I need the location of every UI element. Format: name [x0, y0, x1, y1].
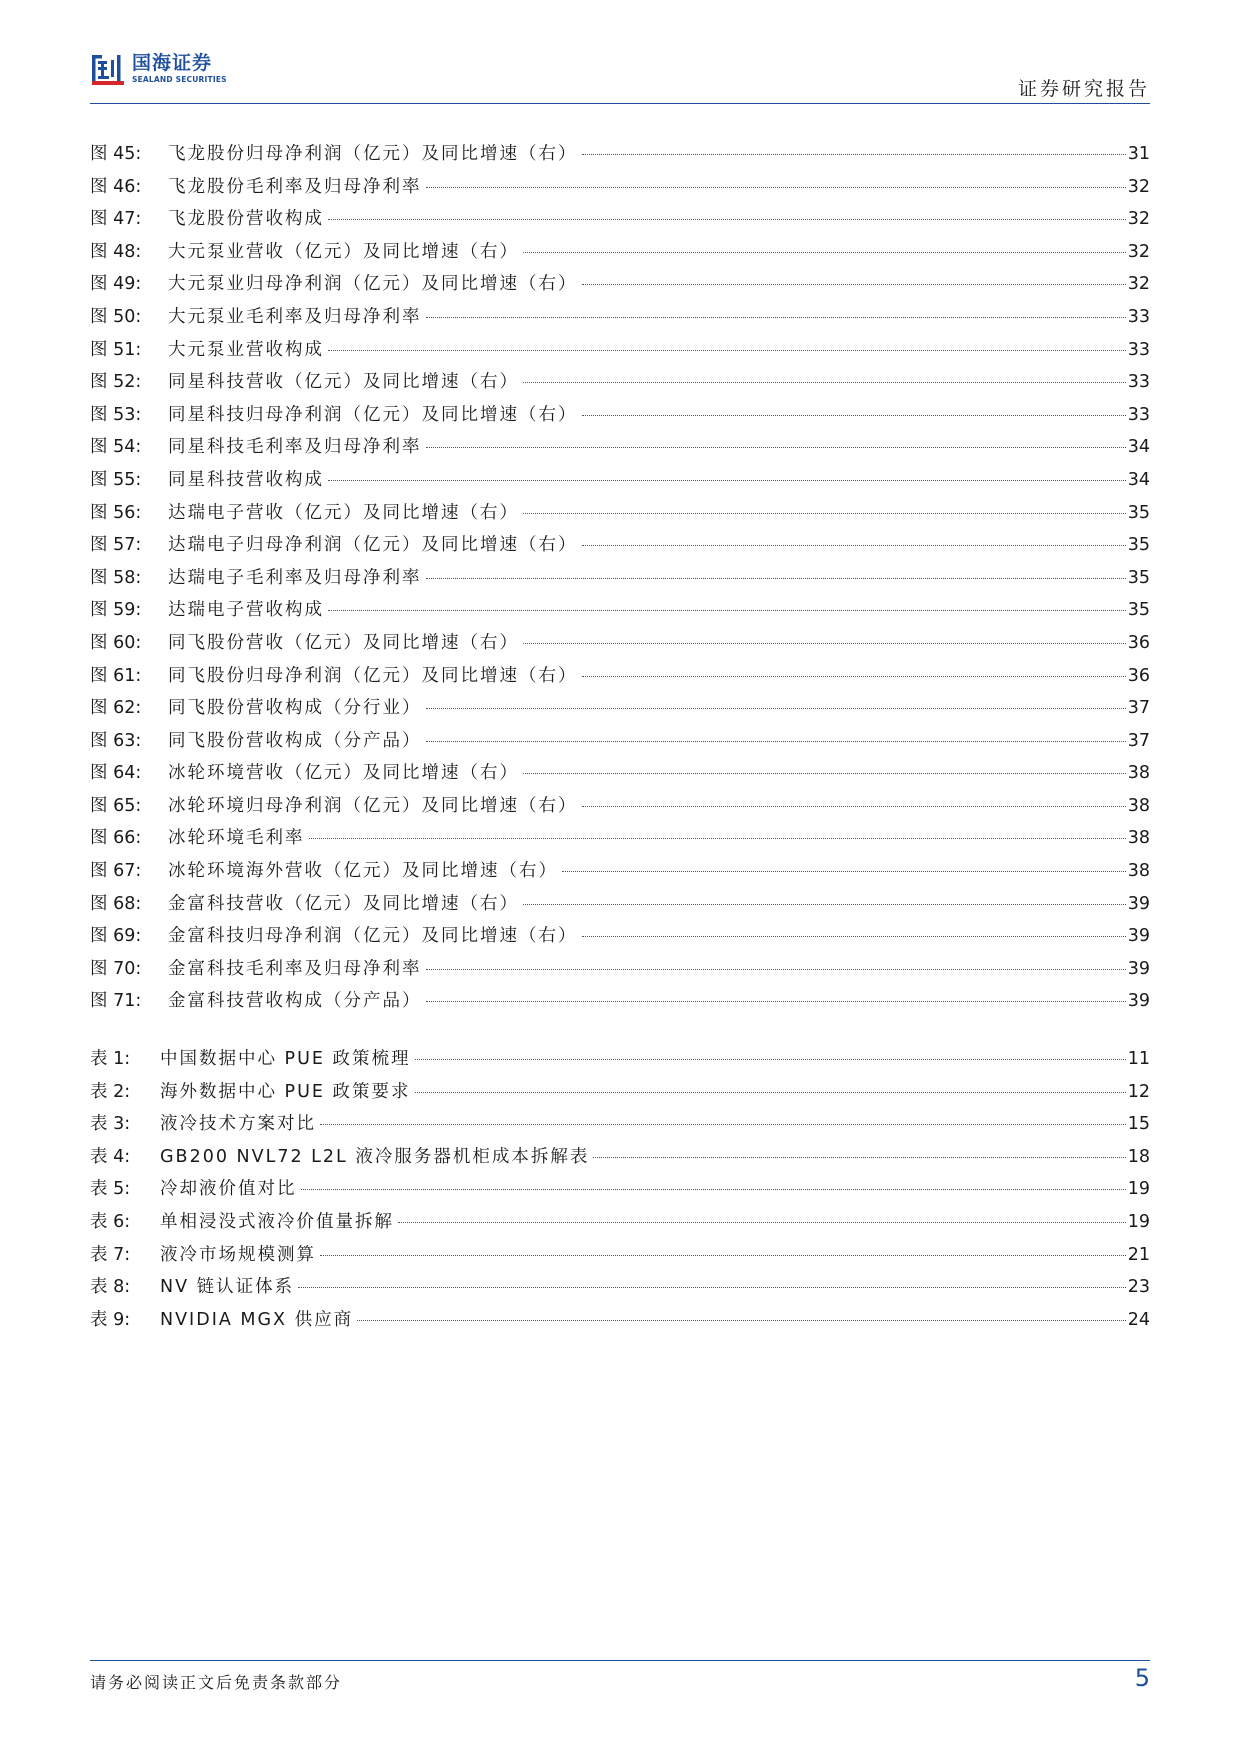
toc-figure-entry[interactable] [90, 401, 1150, 434]
entry-title: 单相浸没式液冷价值量拆解 [160, 1212, 394, 1232]
entry-label: 表 4: [90, 1146, 131, 1167]
entry-label: 图 64: [90, 763, 142, 784]
company-logo [90, 52, 227, 92]
entry-title: 金富科技营收构成（分产品） [168, 991, 422, 1012]
entry-page-number: 38 [1127, 828, 1150, 849]
header-divider [90, 103, 1150, 104]
toc-figure-entry[interactable] [90, 140, 1150, 173]
entry-label: 表 7: [90, 1244, 131, 1265]
toc-figure-entry[interactable] [90, 303, 1150, 336]
dot-leader [328, 350, 1126, 351]
dot-leader [426, 578, 1126, 579]
entry-page-number: 39 [1127, 926, 1150, 947]
entry-title: 中国数据中心 PUE 政策梳理 [160, 1049, 411, 1070]
dot-leader [523, 643, 1126, 644]
entry-page-number: 35 [1127, 600, 1150, 621]
toc-figure-entry[interactable] [90, 824, 1150, 857]
dot-leader [523, 773, 1126, 774]
entry-label: 表 3: [90, 1114, 131, 1135]
report-type: 证券研究报告 [1017, 78, 1150, 100]
entry-label: 图 46: [90, 176, 142, 197]
entry-label: 图 60: [90, 632, 142, 653]
entry-title: 大元泵业营收构成 [168, 339, 324, 360]
entry-label: 图 65: [90, 795, 142, 816]
entry-page-number: 33 [1127, 306, 1150, 327]
dot-leader [426, 708, 1126, 709]
entry-label: 表 9: [90, 1309, 131, 1330]
footer-divider [90, 1660, 1150, 1661]
page-number: 5 [1134, 1664, 1150, 1692]
toc-table-entry[interactable] [90, 1241, 1150, 1274]
toc-figure-entry[interactable] [90, 173, 1150, 206]
toc-figure-entry[interactable] [90, 531, 1150, 564]
dot-leader [320, 1124, 1126, 1125]
entry-label: 图 70: [90, 958, 142, 979]
entry-label: 图 50: [90, 306, 142, 327]
entry-label: 图 45: [90, 144, 142, 164]
brand-name-cn: 国海证券 [132, 52, 213, 74]
toc-table-entry[interactable] [90, 1306, 1150, 1339]
dot-leader [523, 252, 1126, 253]
toc-figure-entry[interactable] [90, 205, 1150, 238]
entry-title: 金富科技归母净利润（亿元）及同比增速（右） [168, 926, 578, 947]
toc-figure-entry[interactable] [90, 792, 1150, 825]
toc-figure-entry[interactable] [90, 987, 1150, 1020]
page-header [90, 50, 1150, 104]
entry-page-number: 34 [1127, 469, 1150, 490]
entry-title: 飞龙股份毛利率及归母净利率 [168, 176, 422, 197]
toc-figure-entry[interactable] [90, 368, 1150, 401]
entry-label: 图 57: [90, 535, 142, 556]
entry-title: 冷却液价值对比 [160, 1179, 297, 1200]
toc-figure-entry[interactable] [90, 564, 1150, 597]
dot-leader [582, 676, 1126, 677]
dot-leader [582, 154, 1126, 155]
entry-page-number: 11 [1127, 1049, 1150, 1070]
entry-label: 表 6: [90, 1212, 131, 1232]
dot-leader [426, 187, 1126, 188]
section-gap [90, 1020, 1150, 1045]
entry-page-number: 39 [1127, 991, 1150, 1012]
entry-label: 图 68: [90, 893, 142, 914]
entry-title: 液冷技术方案对比 [160, 1114, 316, 1135]
dot-leader [426, 741, 1126, 742]
dot-leader [582, 545, 1126, 546]
toc-figure-entry[interactable] [90, 857, 1150, 890]
entry-label: 图 62: [90, 698, 142, 719]
entry-page-number: 18 [1127, 1146, 1150, 1167]
entry-label: 表 2: [90, 1081, 131, 1102]
entry-title: 同星科技归母净利润（亿元）及同比增速（右） [168, 404, 578, 425]
entry-title: 达瑞电子归母净利润（亿元）及同比增速（右） [168, 535, 578, 556]
entry-label: 图 55: [90, 469, 142, 490]
entry-label: 图 59: [90, 600, 142, 621]
toc-table-entry[interactable] [90, 1273, 1150, 1306]
entry-page-number: 12 [1127, 1081, 1150, 1102]
dot-leader [426, 1001, 1126, 1002]
entry-page-number: 24 [1127, 1309, 1150, 1330]
toc-figure-entry[interactable] [90, 629, 1150, 662]
entry-page-number: 21 [1127, 1244, 1150, 1265]
entry-title: NVIDIA MGX 供应商 [160, 1309, 354, 1330]
toc-table-entry[interactable] [90, 1045, 1150, 1078]
dot-leader [523, 382, 1126, 383]
toc-figure-entry[interactable] [90, 890, 1150, 923]
toc-figure-entry[interactable] [90, 922, 1150, 955]
dot-leader [426, 447, 1126, 448]
dot-leader [415, 1059, 1126, 1060]
entry-label: 图 71: [90, 991, 142, 1012]
entry-title: 同飞股份营收构成（分产品） [168, 730, 422, 751]
entry-title: 同星科技营收（亿元）及同比增速（右） [168, 372, 519, 393]
entry-page-number: 38 [1127, 861, 1150, 882]
dot-leader [562, 871, 1126, 872]
entry-page-number: 34 [1127, 437, 1150, 458]
entry-label: 图 54: [90, 437, 142, 458]
dot-leader [328, 219, 1126, 220]
entry-label: 图 49: [90, 274, 142, 295]
entry-title: 冰轮环境毛利率 [168, 828, 305, 849]
sealand-logo-icon [90, 52, 126, 88]
entry-label: 图 63: [90, 730, 142, 751]
entry-label: 图 69: [90, 926, 142, 947]
entry-title: 金富科技营收（亿元）及同比增速（右） [168, 893, 519, 914]
entry-page-number: 31 [1127, 144, 1150, 164]
dot-leader [593, 1157, 1125, 1158]
dot-leader [426, 317, 1126, 318]
toc-figure-entry[interactable] [90, 955, 1150, 988]
entry-label: 图 58: [90, 567, 142, 588]
entry-title: 达瑞电子营收构成 [168, 600, 324, 621]
toc-figure-entry[interactable] [90, 694, 1150, 727]
entry-title: 同飞股份营收构成（分行业） [168, 698, 422, 719]
entry-title: NV 链认证体系 [160, 1277, 295, 1298]
toc-figure-entry[interactable] [90, 759, 1150, 792]
entry-label: 图 66: [90, 828, 142, 849]
entry-title: 冰轮环境归母净利润（亿元）及同比增速（右） [168, 795, 578, 816]
entry-title: 液冷市场规模测算 [160, 1244, 316, 1265]
entry-label: 图 53: [90, 404, 142, 425]
dot-leader [582, 415, 1126, 416]
entry-page-number: 39 [1127, 958, 1150, 979]
entry-title: 同飞股份归母净利润（亿元）及同比增速（右） [168, 665, 578, 686]
entry-page-number: 19 [1127, 1212, 1150, 1232]
entry-page-number: 32 [1127, 274, 1150, 295]
entry-label: 表 8: [90, 1277, 131, 1298]
entry-page-number: 37 [1127, 730, 1150, 751]
entry-label: 图 51: [90, 339, 142, 360]
figure-list [90, 140, 1150, 1020]
entry-page-number: 35 [1127, 567, 1150, 588]
entry-title: 大元泵业营收（亿元）及同比增速（右） [168, 241, 519, 262]
dot-leader [415, 1092, 1126, 1093]
entry-title: 海外数据中心 PUE 政策要求 [160, 1081, 411, 1102]
dot-leader [301, 1189, 1126, 1190]
toc-figure-entry[interactable] [90, 433, 1150, 466]
entry-page-number: 33 [1127, 339, 1150, 360]
entry-page-number: 32 [1127, 241, 1150, 262]
entry-title: 飞龙股份营收构成 [168, 209, 324, 230]
entry-title: 同飞股份营收（亿元）及同比增速（右） [168, 632, 519, 653]
toc-figure-entry[interactable] [90, 662, 1150, 695]
entry-label: 表 1: [90, 1049, 131, 1070]
toc-table-entry[interactable] [90, 1110, 1150, 1143]
entry-title: 同星科技毛利率及归母净利率 [168, 437, 422, 458]
entry-title: 金富科技毛利率及归母净利率 [168, 958, 422, 979]
entry-label: 图 47: [90, 209, 142, 230]
toc-figure-entry[interactable] [90, 238, 1150, 271]
entry-title: 冰轮环境营收（亿元）及同比增速（右） [168, 763, 519, 784]
entry-title: 达瑞电子毛利率及归母净利率 [168, 567, 422, 588]
entry-title: 大元泵业归母净利润（亿元）及同比增速（右） [168, 274, 578, 295]
dot-leader [582, 806, 1126, 807]
toc-table-entry[interactable] [90, 1078, 1150, 1111]
entry-page-number: 37 [1127, 698, 1150, 719]
toc-figure-entry[interactable] [90, 466, 1150, 499]
entry-title: 飞龙股份归母净利润（亿元）及同比增速（右） [168, 144, 578, 164]
entry-title: 冰轮环境海外营收（亿元）及同比增速（右） [168, 861, 558, 882]
entry-page-number: 19 [1127, 1179, 1150, 1200]
table-of-contents [90, 140, 1150, 1338]
footer-disclaimer: 请务必阅读正文后免责条款部分 [90, 1673, 343, 1692]
entry-page-number: 35 [1127, 502, 1150, 523]
brand-name-en: SEALAND SECURITIES [132, 75, 227, 84]
entry-label: 图 56: [90, 502, 142, 523]
entry-page-number: 38 [1127, 763, 1150, 784]
dot-leader [523, 513, 1126, 514]
entry-title: 大元泵业毛利率及归母净利率 [168, 306, 422, 327]
dot-leader [328, 480, 1126, 481]
entry-page-number: 36 [1127, 632, 1150, 653]
dot-leader [320, 1255, 1126, 1256]
entry-page-number: 39 [1127, 893, 1150, 914]
dot-leader [298, 1287, 1126, 1288]
dot-leader [523, 904, 1126, 905]
dot-leader [582, 936, 1126, 937]
entry-page-number: 36 [1127, 665, 1150, 686]
entry-title: 达瑞电子营收（亿元）及同比增速（右） [168, 502, 519, 523]
toc-figure-entry[interactable] [90, 270, 1150, 303]
entry-label: 图 61: [90, 665, 142, 686]
toc-figure-entry[interactable] [90, 727, 1150, 760]
dot-leader [309, 838, 1126, 839]
toc-figure-entry[interactable] [90, 596, 1150, 629]
toc-table-entry[interactable] [90, 1143, 1150, 1176]
table-list [90, 1045, 1150, 1338]
entry-title: 同星科技营收构成 [168, 469, 324, 490]
toc-table-entry[interactable] [90, 1175, 1150, 1208]
entry-label: 表 5: [90, 1179, 131, 1200]
dot-leader [328, 610, 1126, 611]
dot-leader [357, 1320, 1126, 1321]
entry-page-number: 32 [1127, 176, 1150, 197]
entry-title: GB200 NVL72 L2L 液冷服务器机柜成本拆解表 [160, 1146, 590, 1167]
dot-leader [398, 1222, 1126, 1223]
entry-page-number: 38 [1127, 795, 1150, 816]
entry-page-number: 35 [1127, 535, 1150, 556]
entry-label: 图 67: [90, 861, 142, 882]
toc-table-entry[interactable] [90, 1208, 1150, 1241]
entry-label: 图 48: [90, 241, 142, 262]
entry-page-number: 32 [1127, 209, 1150, 230]
entry-page-number: 33 [1127, 404, 1150, 425]
dot-leader [426, 969, 1126, 970]
entry-page-number: 15 [1127, 1114, 1150, 1135]
entry-page-number: 33 [1127, 372, 1150, 393]
toc-figure-entry[interactable] [90, 336, 1150, 369]
entry-page-number: 23 [1127, 1277, 1150, 1298]
toc-figure-entry[interactable] [90, 499, 1150, 532]
entry-label: 图 52: [90, 372, 142, 393]
dot-leader [582, 284, 1126, 285]
